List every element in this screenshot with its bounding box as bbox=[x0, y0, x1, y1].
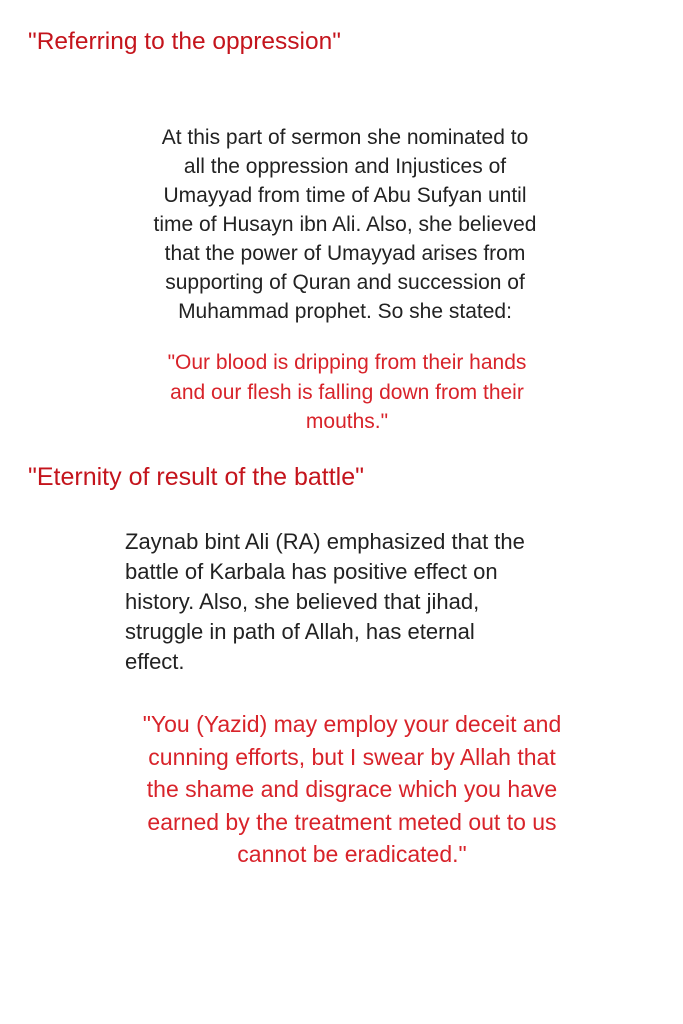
paragraph-line: history. Also, she believed that jihad, bbox=[125, 589, 480, 614]
paragraph-line: Muhammad prophet. So she stated: bbox=[178, 300, 512, 323]
quote-line: earned by the treatment meted out to us bbox=[147, 808, 557, 835]
section-heading-oppression: "Referring to the oppression" bbox=[28, 28, 341, 55]
paragraph-oppression bbox=[100, 123, 590, 326]
quote-eternity bbox=[90, 708, 614, 871]
section-heading-eternity: "Eternity of result of the battle" bbox=[28, 463, 364, 491]
paragraph-eternity bbox=[125, 527, 525, 677]
quote-line: the shame and disgrace which you have bbox=[146, 776, 558, 802]
paragraph-line: effect. bbox=[125, 649, 185, 674]
quote-line: and our flesh is falling down from their bbox=[170, 380, 524, 404]
quote-oppression bbox=[100, 348, 594, 437]
paragraph-line: battle of Karbala has positive effect on bbox=[125, 559, 498, 584]
paragraph-line: Zaynab bint Ali (RA) emphasized that the bbox=[125, 529, 525, 554]
quote-line: "You (Yazid) may employ your deceit and bbox=[142, 711, 562, 737]
quote-line: cannot be eradicated." bbox=[237, 841, 467, 867]
paragraph-line: supporting of Quran and succession of bbox=[165, 271, 525, 294]
paragraph-line: Umayyad from time of Abu Sufyan until bbox=[163, 184, 527, 207]
paragraph-line: struggle in path of Allah, has eternal bbox=[125, 619, 475, 644]
paragraph-line: that the power of Umayyad arises from bbox=[164, 242, 526, 265]
paragraph-line: At this part of sermon she nominated to bbox=[161, 126, 529, 149]
paragraph-line: time of Husayn ibn Ali. Also, she believed bbox=[153, 213, 537, 236]
quote-line: cunning efforts, but I swear by Allah that bbox=[148, 743, 556, 770]
paragraph-line: all the oppression and Injustices of bbox=[183, 155, 507, 178]
quote-line: "Our blood is dripping from their hands bbox=[167, 351, 527, 374]
quote-line: mouths." bbox=[305, 410, 389, 433]
